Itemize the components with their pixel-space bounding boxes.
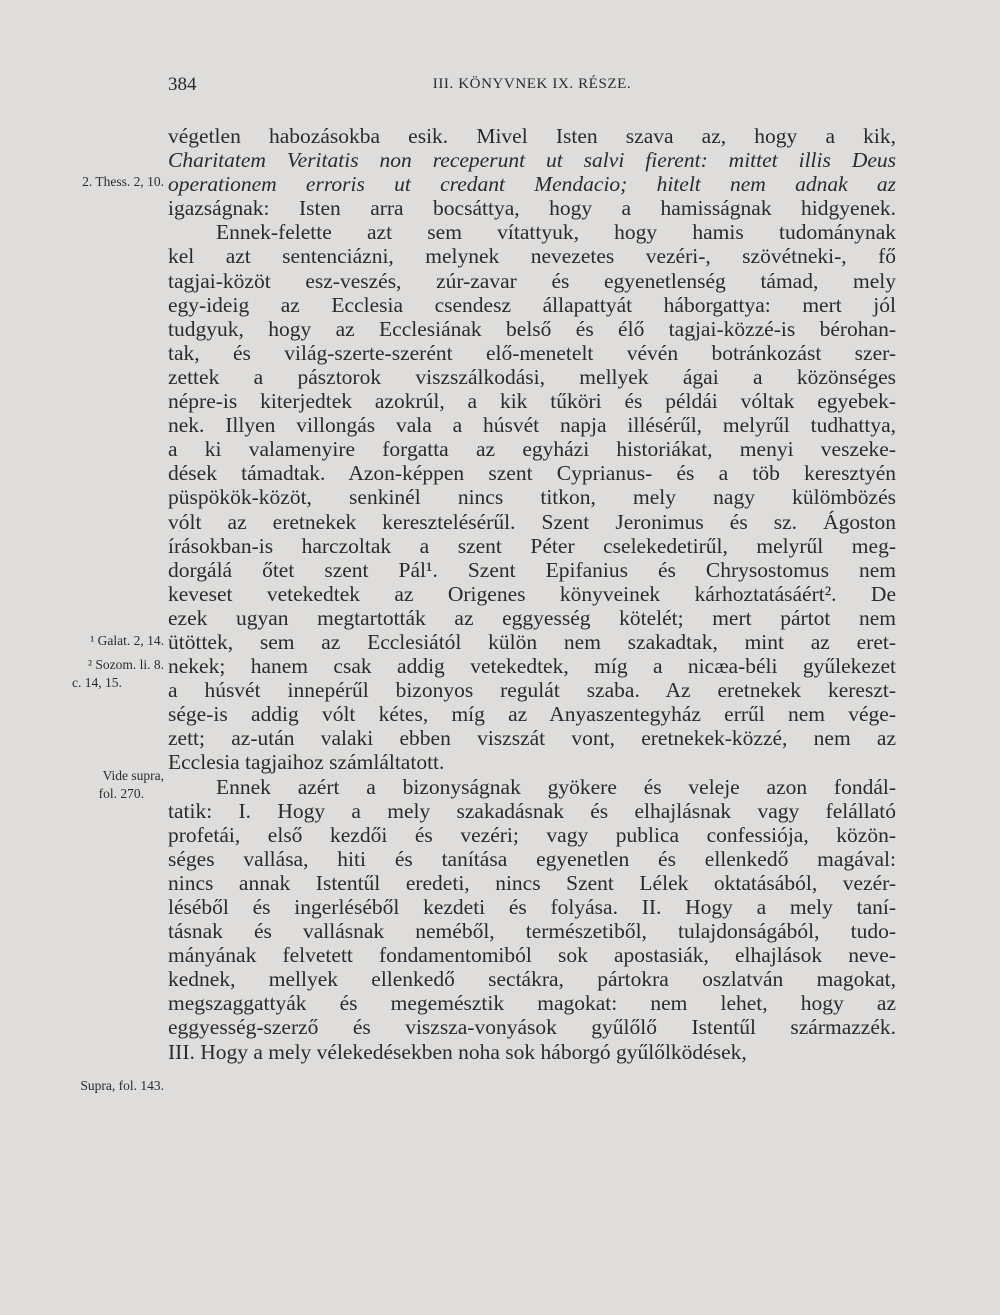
text-line: kel azt sentenciázni, melynek nevezetes vezéri-, szövétneki-, fő — [168, 244, 896, 269]
text-line: püspökök-közöt, senkinél nincs titkon, mely nagy külömbözés — [168, 485, 896, 510]
text-line: tagjai-közöt esz-veszés, zúr-zavar és egyenetlenség támad, mely — [168, 268, 896, 293]
text-line: a húsvét innepérűl bizonyos regulát szaba. Az eretnekek kereszt- — [168, 678, 896, 703]
text-line: léséből és ingerléséből kezdeti és folyása. II. Hogy a mely taní- — [168, 895, 896, 919]
text-line: végetlen habozásokba esik. Mivel Isten szava az, hogy a kik, — [168, 124, 896, 148]
margin-note-text: ² Sozom. li. 8. — [87, 657, 164, 673]
margin-note-text: Vide supra, — [102, 768, 164, 783]
page-number: 384 — [168, 74, 197, 95]
text-line: ezek ugyan megtartották az eggyesség kötelét; mert pártot nem — [168, 605, 896, 630]
margin-note-supra — [0, 1074, 166, 1098]
margin-note-text: 2. Thess. 2, 10. — [82, 174, 164, 189]
text-line: igazságnak: Isten arra bocsáttya, hogy a hamisságnak hidgyenek. — [168, 196, 896, 221]
margin-note-text: fol. 270. — [98, 786, 144, 802]
text-line: tudgyuk, hogy az Ecclesiának belső és élő tagjai-közzé-is bérohan- — [168, 316, 896, 341]
text-line: Ecclesia tagjaihoz számláltatott. — [168, 750, 445, 775]
text-line: nincs annak Istentűl eredeti, nincs Szent Lélek oktatásából, vezér- — [168, 870, 896, 895]
page-header — [168, 74, 896, 100]
text-line: operationem erroris ut credant Mendacio; hitelt nem adnak az — [168, 172, 896, 197]
text-line: sége-is addig vólt kétes, míg az Anyaszentegyház errűl nem vége- — [168, 702, 896, 727]
text-line: vólt az eretnekek keresztelésérűl. Szent Jeronimus és sz. Ágoston — [168, 509, 896, 534]
text-line: a ki valamenyire forgatta az egyházi historiákat, menyi veszeke- — [168, 437, 896, 462]
text-line: eggyesség-szerző és viszsza-vonyások gyűlőlő Istentűl származzék. — [168, 1015, 896, 1040]
margin-note-thess — [0, 170, 166, 194]
text-line: egy-ideig az Ecclesia csendesz állapattyát háborgattya: mert jól — [168, 292, 896, 317]
text-line: zettek a pásztorok viszszálkodási, mellyek ágai a közönséges — [168, 364, 896, 389]
margin-note-galat — [0, 629, 166, 695]
text-line: mányának felvetett fondamentomiból sok apostasiák, elhajlások neve- — [168, 943, 896, 968]
text-line: dések támadtak. Azon-képpen szent Cyprianus- és a töb keresztyén — [168, 461, 896, 486]
margin-note-vide — [0, 764, 166, 806]
text-line: tatik: I. Hogy a mely szakadásnak és elhajlásnak vagy felállató — [168, 798, 896, 823]
text-line: nek. Illyen villongás vala a húsvét napja illésérűl, melyrűl tudhattya, — [168, 413, 896, 438]
text-line: Ennek-felette azt sem vítattyuk, hogy hamis tudománynak — [216, 220, 896, 245]
text-line: megszaggattyák és megemésztik magokat: nem lehet, hogy az — [168, 991, 896, 1016]
text-line: tak, és világ-szerte-szerént elő-menetelt vévén botránkozást szer- — [168, 340, 896, 365]
text-line: III. Hogy a mely vélekedésekben noha sok háborgó gyűlőlködések, — [168, 1039, 747, 1064]
text-line: dorgálá őtet szent Pál¹. Szent Epifanius és Chrysostomus nem — [168, 557, 896, 582]
text-line: keveset vetekedtek az Origenes könyveinek kárhoztatásáért². De — [168, 581, 896, 606]
text-line: népre-is kiterjedtek azokrúl, a kik tűköri és példái vóltak egyebek- — [168, 389, 896, 414]
text-line: Charitatem Veritatis non receperunt ut salvi fierent: mittet illis Deus — [168, 148, 896, 173]
margin-note-text: Supra, fol. 143. — [80, 1078, 164, 1093]
running-head: III. KÖNYVNEK IX. RÉSZE. — [432, 76, 632, 92]
text-line: séges vallása, hiti és tanítása egyenetlen és ellenkedő magával: — [168, 846, 896, 871]
margin-note-text: c. 14, 15. — [72, 675, 122, 691]
text-line: kednek, mellyek ellenkedő sectákra, pártokra oszlatván magokat, — [168, 967, 896, 992]
text-line: nekek; hanem csak addig vetekedtek, míg a nicæa-béli gyűlekezet — [168, 654, 896, 679]
text-line: zett; az-után valaki ebben viszszát vont, eretnekek-közzé, nem az — [168, 726, 896, 751]
text-line: Ennek azért a bizonyságnak gyökere és veleje azon fondál- — [216, 774, 896, 799]
margin-note-text: ¹ Galat. 2, 14. — [90, 633, 164, 648]
text-line: profetái, első kezdői és vezéri; vagy publica confessiója, közön- — [168, 822, 896, 847]
body-text — [168, 124, 896, 1064]
text-line: írásokban-is harczoltak a szent Péter cselekedetirűl, melyrűl meg- — [168, 533, 896, 558]
text-line: tásnak és vallásnak neméből, természetiből, tulajdonságából, tudo- — [168, 919, 896, 944]
text-line: ütöttek, sem az Ecclesiától külön nem szakadtak, mint az eret- — [168, 629, 896, 654]
